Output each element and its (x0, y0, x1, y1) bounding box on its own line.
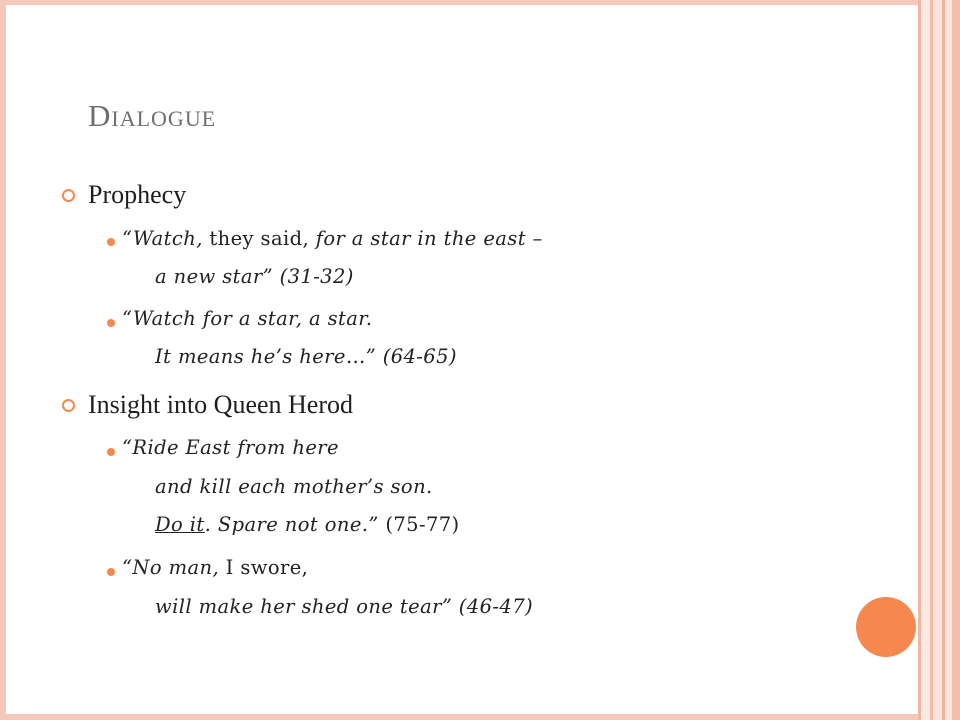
quote-3-line-1: “Ride East from here (122, 436, 339, 459)
hollow-bullet-icon (62, 399, 75, 412)
slide-frame-bottom (0, 714, 918, 720)
bullet-icon (107, 238, 115, 246)
quote-4-line-2: will make her shed one tear” (46-47) (155, 595, 534, 618)
quote-1-line-2: a new star” (31-32) (155, 265, 354, 288)
quote-2-line-2: It means he’s here…” (64-65) (155, 345, 457, 368)
bullet-icon (107, 568, 115, 576)
quote-4-line-1: “No man, I swore, (122, 556, 309, 579)
slide-title: Dialogue (88, 98, 217, 133)
bullet-icon (107, 319, 115, 327)
section-heading-prophecy: Prophecy (88, 180, 187, 209)
decorative-circle (856, 597, 916, 657)
quote-1-line-1: “Watch, they said, for a star in the east – (122, 227, 543, 250)
hollow-bullet-icon (62, 189, 75, 202)
section-heading-insight: Insight into Queen Herod (88, 390, 354, 419)
slide-frame-left (0, 0, 6, 720)
slide-frame-right-stripes (918, 0, 960, 720)
quote-3-line-2: and kill each mother’s son. (155, 475, 433, 498)
slide-frame-top (0, 0, 918, 5)
quote-3-line-3: Do it. Spare not one.” (75-77) (155, 513, 460, 536)
bullet-icon (107, 448, 115, 456)
quote-2-line-1: “Watch for a star, a star. (122, 307, 373, 330)
